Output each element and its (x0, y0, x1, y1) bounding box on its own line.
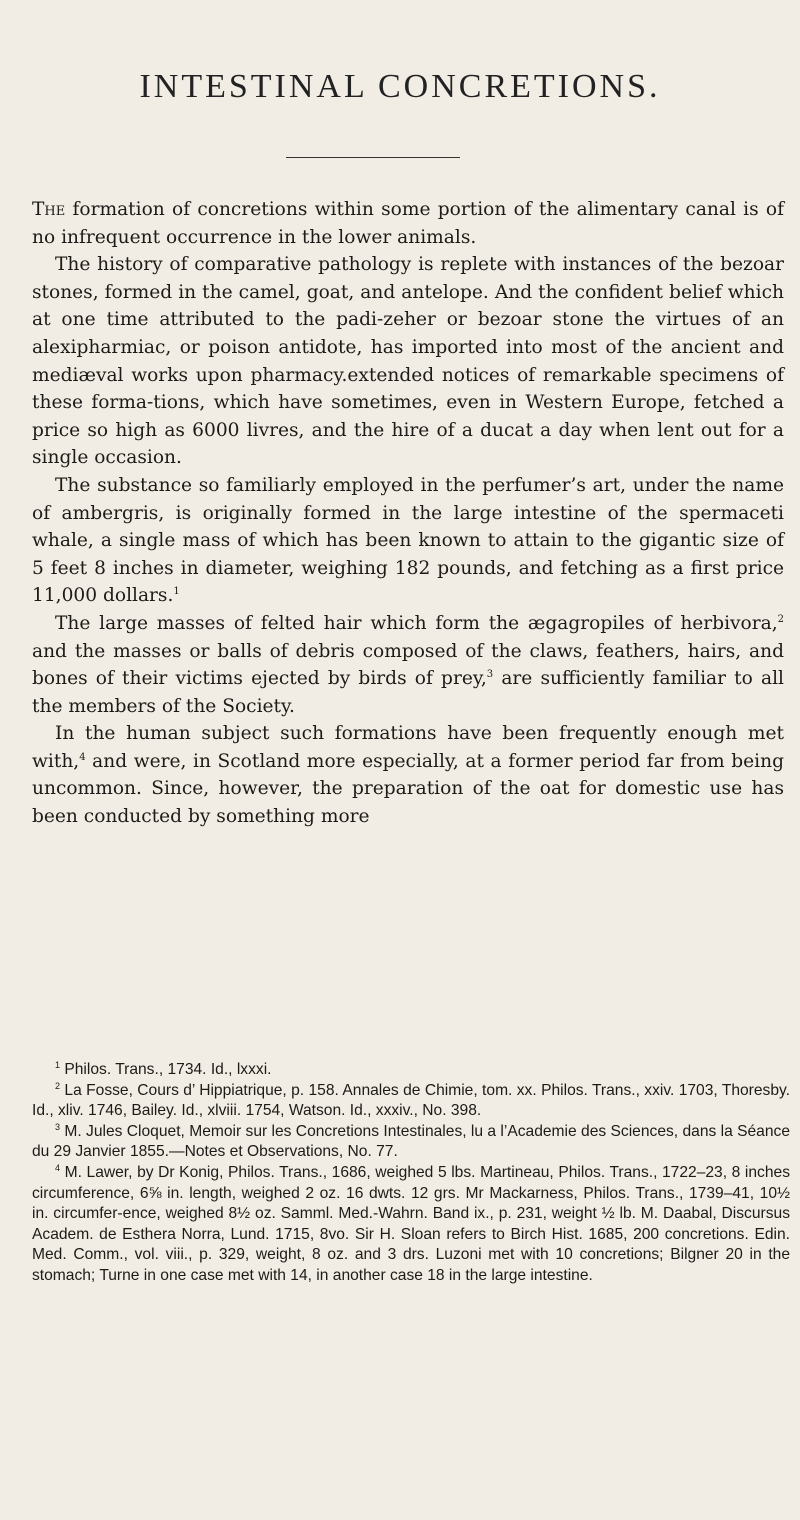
footnote-3: $^3$ M. Jules Cloquet, Memoir sur les Concretions Intestinales, lu a l’Academie des Sciences, dans la Séance du 29 Janvier 1855.—Notes et Observations, No. 77. (32, 1121, 790, 1161)
body-text (32, 196, 784, 831)
footnote-ref[interactable]: 3 (486, 669, 494, 681)
footnote-mark: 3 (55, 1121, 61, 1132)
title-divider (286, 157, 460, 158)
page-title: INTESTINAL CONCRETIONS. (139, 68, 661, 105)
footnote-ref[interactable]: 4 (79, 751, 86, 763)
footnote-4: $^4$ M. Lawer, by Dr Konig, Philos. Trans., 1686, weighed 5 lbs. Martineau, Philos. Trans., 1722–23, 8 inches circumference, 6⅝ in. length, weighed 2 oz. 16 dwts. 12 grs. Mr Mackarness, Philos. Trans., 1739–41, 10½ in. circumfer-ence, weighed 8½ oz. Samml. Med.-Wahrn. Band ix., p. 231, weight ½ lb. M. Daabal, Discursus Academ. de Esthera Norra, Lund. 1715, 8vo. Sir H. Sloan refers to Birch Hist. 1685, 200 concretions. Edin. Med. Comm., vol. viii., p. 329, weight, 8 oz. and 3 drs. Luzoni met with 10 concretions; Bilgner 20 in the stomach; Turne in one case met with 14, in another case 18 in the large intestine. (32, 1162, 790, 1284)
paragraph-1: The formation of concretions within some portion of the alimentary canal is of no infrequent occurrence in the lower animals. (32, 199, 784, 248)
footnote-1: $^1$ Philos. Trans., 1734. Id., lxxxi. (55, 1060, 272, 1078)
footnotes (32, 1060, 790, 1287)
footnote-mark: 2 (55, 1080, 61, 1091)
footnote-mark: 4 (55, 1162, 61, 1173)
paragraph-3: The substance so familiarly employed in the perfumer’s art, under the name of ambergris, is originally formed in the large intestine of the spermaceti whale, a single mass of which has been known to attain to the gigantic size of 5 feet 8 inches in diameter, weighing 182 pounds, and fetching as a first price 11,000 dollars.$^1$ (32, 474, 784, 607)
footnote-ref[interactable]: 2 (777, 613, 784, 625)
paragraph-lead-word: The (32, 199, 66, 220)
paragraph-5: In the human subject such formations have been frequently enough met with,$^4$ and were, in Scotland more especially, at a former period far from being uncommon. Since, however, the preparation of the oat for domestic use has been conducted by something more (32, 723, 784, 828)
footnote-2: $^2$ La Fosse, Cours d’ Hippiatrique, p. 158. Annales de Chimie, tom. xx. Philos. Trans., xxiv. 1703, Thoresby. Id., xliv. 1746, Bailey. Id., xlviii. 1754, Watson. Id., xxxiv., No. 398. (32, 1080, 790, 1120)
footnote-mark: 1 (55, 1060, 61, 1070)
paragraph-4: The large masses of felted hair which form the ægagropiles of herbivora,$^2$ and the masses or balls of debris composed of the claws, feathers, hairs, and bones of their victims ejected by birds of prey,$^3$ are sufficiently familiar to all the members of the Society. (32, 612, 784, 717)
footnote-ref[interactable]: 1 (173, 586, 180, 598)
paragraph-2: The history of comparative pathology is replete with instances of the bezoar stones, formed in the camel, goat, and antelope. And the confident belief which at one time attributed to the padi-zeher or bezoar stone the virtues of an alexipharmiac, or poison antidote, has imported into most of the ancient and mediæval works upon pharmacy.extended notices of remarkable specimens of these forma-tions, which have sometimes, even in Western Europe, fetched a price so high as 6000 livres, and the hire of a ducat a day when lent out for a single occasion. (32, 254, 784, 469)
